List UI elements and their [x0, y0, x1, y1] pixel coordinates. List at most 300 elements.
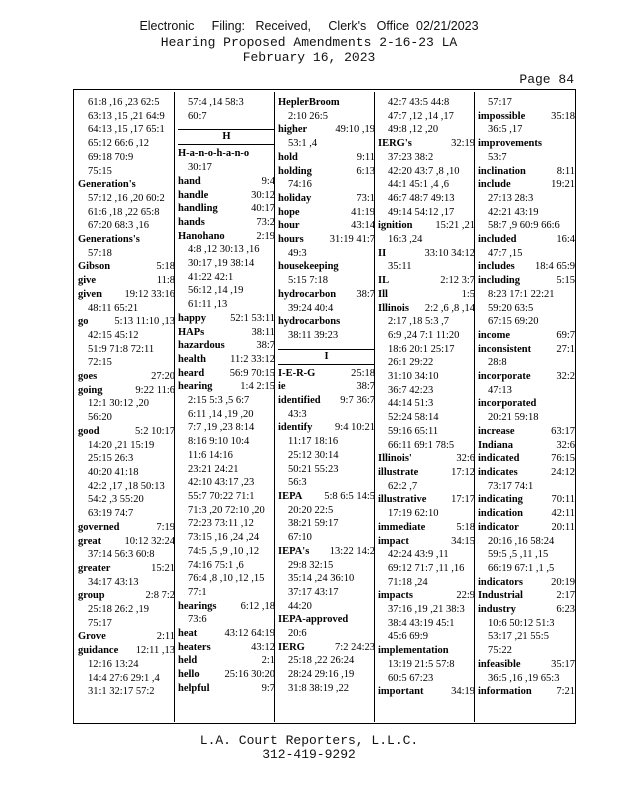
index-refs: 64:13 ,15 ,17 65:1 — [88, 124, 165, 136]
index-refs: 72:15 — [88, 357, 112, 369]
index-term-word: illustrative — [378, 494, 427, 506]
index-term — [478, 576, 575, 590]
index-term-word: going — [78, 384, 103, 396]
index-refs: 54:2 ,3 55:20 — [88, 494, 144, 506]
index-term-word: hour — [278, 220, 300, 232]
index-refs: 66:11 69:1 78:5 — [388, 439, 455, 451]
index-refs: 40:20 41:18 — [88, 466, 139, 478]
index-refs: 73:17 74:1 — [488, 480, 534, 492]
index-term-refs: 42:11 — [551, 508, 575, 520]
index-refs: 28:24 29:16 ,19 — [288, 669, 355, 681]
index-term-refs: 7:2 24:23 — [335, 641, 375, 653]
index-term-word: indicating — [478, 494, 523, 506]
index-refs: 31:8 38:19 ,22 — [288, 682, 349, 694]
index-term — [278, 613, 375, 627]
index-term-word: higher — [278, 124, 308, 136]
index-term-refs: 73:2 — [256, 216, 275, 228]
index-term-refs: 6:13 — [356, 165, 375, 177]
index-term-refs: 38:11 — [251, 326, 275, 338]
index-refs: 56:12 ,14 ,19 — [188, 285, 244, 297]
index-term-word: ie — [278, 381, 286, 393]
index-refs: 61:11 ,13 — [188, 299, 228, 311]
index-refs: 61:6 ,18 ,22 65:8 — [88, 206, 160, 218]
index-refs: 55:7 70:22 71:1 — [188, 490, 255, 502]
reporter-name: L.A. Court Reporters, L.L.C. — [199, 733, 419, 748]
index-refs: 67:20 68:3 ,16 — [88, 220, 149, 232]
index-term-refs: 32:2 — [556, 371, 575, 383]
index-term-refs: 17:17 — [451, 494, 475, 506]
index-term-refs: 5:15 — [556, 275, 575, 287]
section-letter: I — [278, 349, 375, 365]
index-term-refs: 12:11 ,13 — [135, 645, 175, 657]
index-term — [278, 123, 375, 137]
index-term-word: guidance — [78, 645, 119, 657]
index-term-refs: 49:10 ,19 — [335, 124, 375, 136]
index-term — [478, 493, 575, 507]
index-term — [178, 230, 275, 244]
index-refs: 4:8 ,12 30:13 ,16 — [188, 244, 260, 256]
index-term-word: IEPA-approved — [278, 614, 349, 626]
index-refs: 49:8 ,12 ,20 — [388, 124, 439, 136]
index-term-word: great — [78, 535, 102, 547]
index-refs: 48:11 65:21 — [88, 302, 139, 314]
index-refs: 11:6 14:16 — [188, 449, 233, 461]
index-refs: 12:1 30:12 ,20 — [88, 398, 149, 410]
index-term-refs: 7:21 — [556, 686, 575, 698]
index-term-word: indicators — [478, 576, 523, 588]
index-term — [78, 562, 175, 576]
index-term-word: hazardous — [178, 340, 225, 352]
index-term-word: go — [78, 316, 89, 328]
index-refs: 58:7 ,9 60:9 66:6 — [488, 220, 560, 232]
index-term-refs: 17:12 — [451, 466, 475, 478]
index-refs: 69:18 70:9 — [88, 151, 134, 163]
index-term-refs: 33:10 34:12 — [424, 247, 475, 259]
index-term-refs: 56:9 70:15 — [229, 367, 275, 379]
index-term-refs: 27:20 — [151, 371, 175, 383]
index-term-refs: 34:19 — [451, 686, 475, 698]
index-refs: 63:13 ,15 ,21 64:9 — [88, 110, 165, 122]
index-refs: 45:6 69:9 — [388, 631, 428, 643]
index-term-word: identified — [278, 395, 321, 407]
index-term — [178, 682, 275, 696]
index-term-refs: 70:11 — [551, 494, 575, 506]
index-term-word: include — [478, 179, 511, 191]
index-term-word: important — [378, 686, 424, 698]
index-refs: 36:5 ,16 ,19 65:3 — [488, 672, 560, 684]
index-term — [78, 630, 175, 644]
index-term-refs: 24:12 — [551, 466, 575, 478]
index-refs: 39:24 40:4 — [288, 302, 334, 314]
index-term-word: Gibson — [78, 261, 111, 273]
index-refs: 14:4 27:6 29:1 ,4 — [88, 672, 160, 684]
index-term-word: held — [178, 655, 198, 667]
index-refs: 26:1 29:22 — [388, 357, 434, 369]
hearing-date: February 16, 2023 — [242, 50, 376, 65]
index-term-refs: 43:12 64:19 — [224, 628, 275, 640]
index-term-word: Generations's — [78, 234, 140, 246]
index-refs: 42:7 43:5 44:8 — [388, 97, 450, 108]
index-refs: 38:21 59:17 — [288, 518, 339, 530]
index-refs: 38:4 43:19 45:1 — [388, 617, 455, 629]
index-term — [178, 627, 275, 641]
index-refs: 36:5 ,17 — [488, 124, 523, 136]
index-refs: 8:23 17:1 22:21 — [488, 288, 555, 300]
index-term-refs: 2:1 — [261, 655, 275, 667]
index-term-word: indicated — [478, 453, 520, 465]
index-term-refs: 2:19 — [256, 230, 275, 242]
index-refs: 72:23 73:11 ,12 — [188, 518, 254, 530]
index-refs: 30:17 — [188, 162, 212, 174]
index-term-word: HAPs — [178, 326, 205, 338]
index-term-refs: 31:19 41:7 — [329, 234, 375, 246]
index-term-word: indicator — [478, 521, 519, 533]
index-term — [78, 535, 175, 549]
index-term-word: Industrial — [478, 590, 523, 602]
index-term — [478, 603, 575, 617]
index-refs: 65:12 66:6 ,12 — [88, 138, 149, 150]
index-term-word: give — [78, 275, 97, 287]
index-term — [278, 380, 375, 394]
index-refs: 37:23 38:2 — [388, 151, 434, 163]
index-term — [378, 535, 475, 549]
index-refs: 25:18 ,22 26:24 — [288, 655, 355, 667]
index-term-refs: 19:21 — [551, 179, 575, 191]
index-term — [278, 96, 375, 110]
index-term — [78, 425, 175, 439]
index-term-word: IL — [378, 275, 390, 287]
index-refs: 20:21 59:18 — [488, 412, 539, 424]
index-refs: 60:5 67:23 — [388, 672, 434, 684]
index-term — [478, 329, 575, 343]
index-refs: 7:7 ,19 ,23 8:14 — [188, 422, 255, 434]
index-term — [78, 233, 175, 247]
index-refs: 74:16 — [288, 179, 312, 191]
index-refs: 14:20 ,21 15:19 — [88, 439, 155, 451]
index-term — [278, 367, 375, 381]
index-term — [478, 425, 575, 439]
index-term-word: implementation — [378, 645, 449, 657]
index-term-word: includes — [478, 261, 515, 273]
index-term — [278, 151, 375, 165]
index-term-refs: 40:17 — [251, 203, 275, 215]
index-term-word: II — [378, 247, 387, 259]
index-term — [178, 175, 275, 189]
index-term-refs: 5:18 — [456, 521, 475, 533]
index-refs: 34:17 43:13 — [88, 576, 139, 588]
index-refs: 8:16 9:10 10:4 — [188, 436, 250, 448]
index-term-word: governed — [78, 521, 120, 533]
index-refs: 71:3 ,20 72:10 ,20 — [188, 504, 265, 516]
index-column-4 — [378, 96, 475, 718]
index-term-refs: 2:8 7:2 — [145, 590, 175, 602]
index-refs: 18:6 20:1 25:17 — [388, 343, 455, 355]
index-refs: 60:7 — [188, 110, 207, 122]
index-term — [378, 247, 475, 261]
index-term-word: impacts — [378, 590, 413, 602]
index-term-refs: 10:12 32:24 — [124, 535, 175, 547]
index-term — [78, 274, 175, 288]
index-term-word: hearings — [178, 600, 217, 612]
index-refs: 13:19 21:5 57:8 — [388, 658, 455, 670]
document-title: Hearing Proposed Amendments 2-16-23 LA — [160, 35, 458, 50]
index-term — [478, 397, 575, 411]
index-refs: 31:10 34:10 — [388, 371, 439, 383]
index-term-refs: 20:11 — [551, 521, 575, 533]
index-refs: 35:11 — [388, 261, 412, 273]
index-term — [78, 370, 175, 384]
index-term-word: heat — [178, 628, 198, 640]
index-term — [178, 326, 275, 340]
index-term-refs: 7:19 — [156, 521, 175, 533]
index-term-refs: 25:16 30:20 — [224, 669, 275, 681]
filing-stamp: Electronic Filing: Received, Clerk's Office 02/21/2023 — [139, 19, 479, 33]
index-term-word: Hanohano — [178, 230, 225, 242]
index-refs: 51:9 71:8 72:11 — [88, 343, 155, 355]
index-term — [278, 490, 375, 504]
index-term — [178, 339, 275, 353]
index-refs: 76:4 ,8 ,10 ,12 ,15 — [188, 573, 265, 585]
index-term — [478, 658, 575, 672]
index-term-refs: 9:4 — [261, 175, 275, 187]
index-term-word: holiday — [278, 192, 312, 204]
index-refs: 61:8 ,16 ,23 62:5 — [88, 97, 160, 108]
index-term — [278, 288, 375, 302]
index-term-word: IERG — [278, 641, 305, 653]
index-term — [278, 260, 375, 274]
index-term-word: hearing — [178, 381, 213, 393]
index-refs: 56:3 — [288, 477, 307, 489]
index-term-refs: 6:12 ,18 — [240, 600, 275, 612]
index-term — [178, 367, 275, 381]
index-term-word: indicates — [478, 466, 518, 478]
index-term — [478, 343, 575, 357]
page-number: Page 84 — [519, 72, 574, 87]
index-term-refs: 22:9 — [456, 590, 475, 602]
index-term-refs: 35:18 — [551, 110, 575, 122]
index-term-word: Illinois — [378, 302, 409, 314]
index-refs: 27:13 28:3 — [488, 192, 534, 204]
index-refs: 73:15 ,16 ,24 ,24 — [188, 532, 260, 544]
index-refs: 46:7 48:7 49:13 — [388, 192, 455, 204]
index-term-refs: 11:2 33:12 — [230, 353, 275, 365]
index-term — [478, 507, 575, 521]
index-term — [378, 521, 475, 535]
index-term-word: inconsistent — [478, 343, 532, 355]
index-term-word: heaters — [178, 641, 211, 653]
index-term-word: IERG's — [378, 138, 412, 150]
index-term-refs: 5:13 11:10 ,13 — [114, 316, 175, 328]
index-term-word: improvements — [478, 138, 542, 150]
index-term-refs: 13:22 14:2 — [329, 545, 375, 557]
index-term-refs: 5:2 10:17 — [135, 425, 175, 437]
index-refs: 20:16 ,16 58:24 — [488, 535, 555, 547]
index-term-word: identify — [278, 422, 313, 434]
index-term-word: HeplerBroom — [278, 97, 340, 108]
index-term-refs: 2:17 — [556, 590, 575, 602]
index-refs: 2:15 5:3 ,5 6:7 — [188, 395, 250, 407]
index-refs: 67:15 69:20 — [488, 316, 539, 328]
index-term-refs: 43:14 — [351, 220, 375, 232]
index-refs: 30:17 ,19 38:14 — [188, 258, 255, 270]
index-term — [178, 600, 275, 614]
index-term — [478, 260, 575, 274]
index-term-refs: 15:21 — [151, 562, 175, 574]
index-term-word: helpful — [178, 682, 210, 694]
index-refs: 47:13 — [488, 384, 512, 396]
index-term — [278, 394, 375, 408]
index-refs: 6:11 ,14 ,19 ,20 — [188, 408, 254, 420]
index-term-word: good — [78, 425, 100, 437]
index-term-word: incorporate — [478, 371, 531, 383]
index-term-word: goes — [78, 371, 98, 383]
index-refs: 23:21 24:21 — [188, 463, 239, 475]
index-refs: 49:14 54:12 ,17 — [388, 206, 455, 218]
index-refs: 75:22 — [488, 645, 512, 657]
index-term-refs: 15:21 ,21 — [435, 220, 475, 232]
index-term-word: Generation's — [78, 179, 136, 191]
index-term — [478, 466, 575, 480]
index-term-refs: 18:4 65:9 — [535, 261, 575, 273]
index-term-refs: 9:22 11:6 — [135, 384, 175, 396]
index-refs: 53:1 ,4 — [288, 138, 318, 150]
index-term-word: health — [178, 353, 207, 365]
index-term — [378, 302, 475, 316]
index-term-refs: 8:11 — [556, 165, 575, 177]
index-term-word: housekeeping — [278, 261, 339, 273]
index-term — [478, 178, 575, 192]
index-refs: 56:20 — [88, 412, 112, 424]
index-term-refs: 34:15 — [451, 535, 475, 547]
index-term-word: hands — [178, 216, 205, 228]
index-refs: 57:12 ,16 ,20 60:2 — [88, 192, 165, 204]
index-refs: 75:15 — [88, 165, 112, 177]
index-refs: 44:20 — [288, 600, 312, 612]
index-refs: 62:2 ,7 — [388, 480, 418, 492]
index-term-refs: 41:19 — [351, 206, 375, 218]
index-refs: 42:24 43:9 ,11 — [388, 549, 449, 561]
index-refs: 25:18 26:2 ,19 — [88, 604, 149, 616]
index-term — [178, 380, 275, 394]
index-term-refs: 1:5 — [461, 288, 475, 300]
index-refs: 53:7 — [488, 151, 507, 163]
index-term-refs: 5:18 — [156, 261, 175, 273]
index-refs: 66:19 67:1 ,1 ,5 — [488, 562, 555, 574]
index-term-word: group — [78, 590, 105, 602]
index-term — [478, 137, 575, 151]
index-term — [178, 654, 275, 668]
index-term-refs: 9:7 — [261, 682, 275, 694]
index-term-word: including — [478, 275, 521, 287]
index-term-refs: 9:7 36:7 — [340, 395, 375, 407]
index-refs: 28:8 — [488, 357, 507, 369]
index-term-word: hold — [278, 151, 298, 163]
index-term-word: illustrate — [378, 466, 419, 478]
index-term-word: impact — [378, 535, 409, 547]
index-term-refs: 5:8 6:5 14:5 — [324, 490, 375, 502]
index-refs: 20:6 — [288, 628, 307, 640]
index-term-refs: 52:1 53:11 — [230, 312, 275, 324]
index-refs: 42:20 43:7 ,8 ,10 — [388, 165, 460, 177]
index-refs: 11:17 18:16 — [288, 436, 339, 448]
index-refs: 20:20 22:5 — [288, 504, 334, 516]
index-term-word: increase — [478, 425, 515, 437]
index-refs: 2:17 ,18 5:3 ,7 — [388, 316, 449, 328]
index-refs: 57:18 — [88, 247, 112, 259]
index-term — [78, 288, 175, 302]
index-term-word: happy — [178, 312, 207, 324]
index-term-refs: 19:12 33:16 — [124, 288, 175, 300]
index-term-word: income — [478, 329, 511, 341]
index-term — [178, 641, 275, 655]
index-refs: 63:19 74:7 — [88, 508, 134, 520]
index-refs: 44:1 45:1 ,4 ,6 — [388, 179, 449, 191]
index-term-refs: 11:8 — [156, 275, 175, 287]
index-term-refs: 9:4 10:21 — [335, 422, 375, 434]
index-refs: 5:15 7:18 — [288, 275, 328, 287]
index-refs: 10:6 50:12 51:3 — [488, 617, 555, 629]
index-term-refs: 38:7 — [356, 288, 375, 300]
index-term-word: holding — [278, 165, 312, 177]
index-term — [178, 202, 275, 216]
index-refs: 47:7 ,15 — [488, 247, 523, 259]
index-term-word: hours — [278, 234, 304, 246]
index-term — [178, 216, 275, 230]
index-term — [78, 384, 175, 398]
index-refs: 42:21 43:19 — [488, 206, 539, 218]
index-term — [278, 421, 375, 435]
index-column-5 — [478, 96, 575, 718]
index-column-3 — [278, 96, 375, 718]
index-term — [378, 452, 475, 466]
index-refs: 69:12 71:7 ,11 ,16 — [388, 562, 465, 574]
index-term — [78, 260, 175, 274]
index-refs: 31:1 32:17 57:2 — [88, 686, 155, 698]
index-term — [378, 685, 475, 699]
index-refs: 44:14 51:3 — [388, 398, 434, 410]
index-term — [378, 288, 475, 302]
index-term-word: handling — [178, 203, 218, 215]
index-term-refs: 76:15 — [551, 453, 575, 465]
index-term-refs: 73:1 — [356, 192, 375, 204]
index-column-2 — [178, 96, 275, 718]
index-term — [78, 178, 175, 192]
index-term — [478, 589, 575, 603]
index-refs: 37:17 43:17 — [288, 586, 339, 598]
index-refs: 73:6 — [188, 614, 207, 626]
index-refs: 17:19 62:10 — [388, 508, 439, 520]
index-term-word: indication — [478, 508, 523, 520]
index-term — [278, 641, 375, 655]
index-term-word: handle — [178, 189, 209, 201]
index-refs: 6:9 ,24 7:1 11:20 — [388, 329, 460, 341]
index-refs: 49:3 — [288, 247, 307, 259]
index-term-refs: 27:1 — [556, 343, 575, 355]
index-term — [78, 315, 175, 329]
index-term — [478, 370, 575, 384]
index-term-refs: 2:11 — [156, 631, 175, 643]
index-term-word: IEPA's — [278, 545, 310, 557]
index-refs: 29:8 32:15 — [288, 559, 334, 571]
index-refs: 71:18 ,24 — [388, 576, 428, 588]
index-term — [178, 668, 275, 682]
index-refs: 77:1 — [188, 586, 207, 598]
index-refs: 38:11 39:23 — [288, 329, 339, 341]
index-term — [278, 545, 375, 559]
index-refs: 47:7 ,12 ,14 ,17 — [388, 110, 454, 122]
index-term-refs: 63:17 — [551, 425, 575, 437]
index-term — [378, 493, 475, 507]
